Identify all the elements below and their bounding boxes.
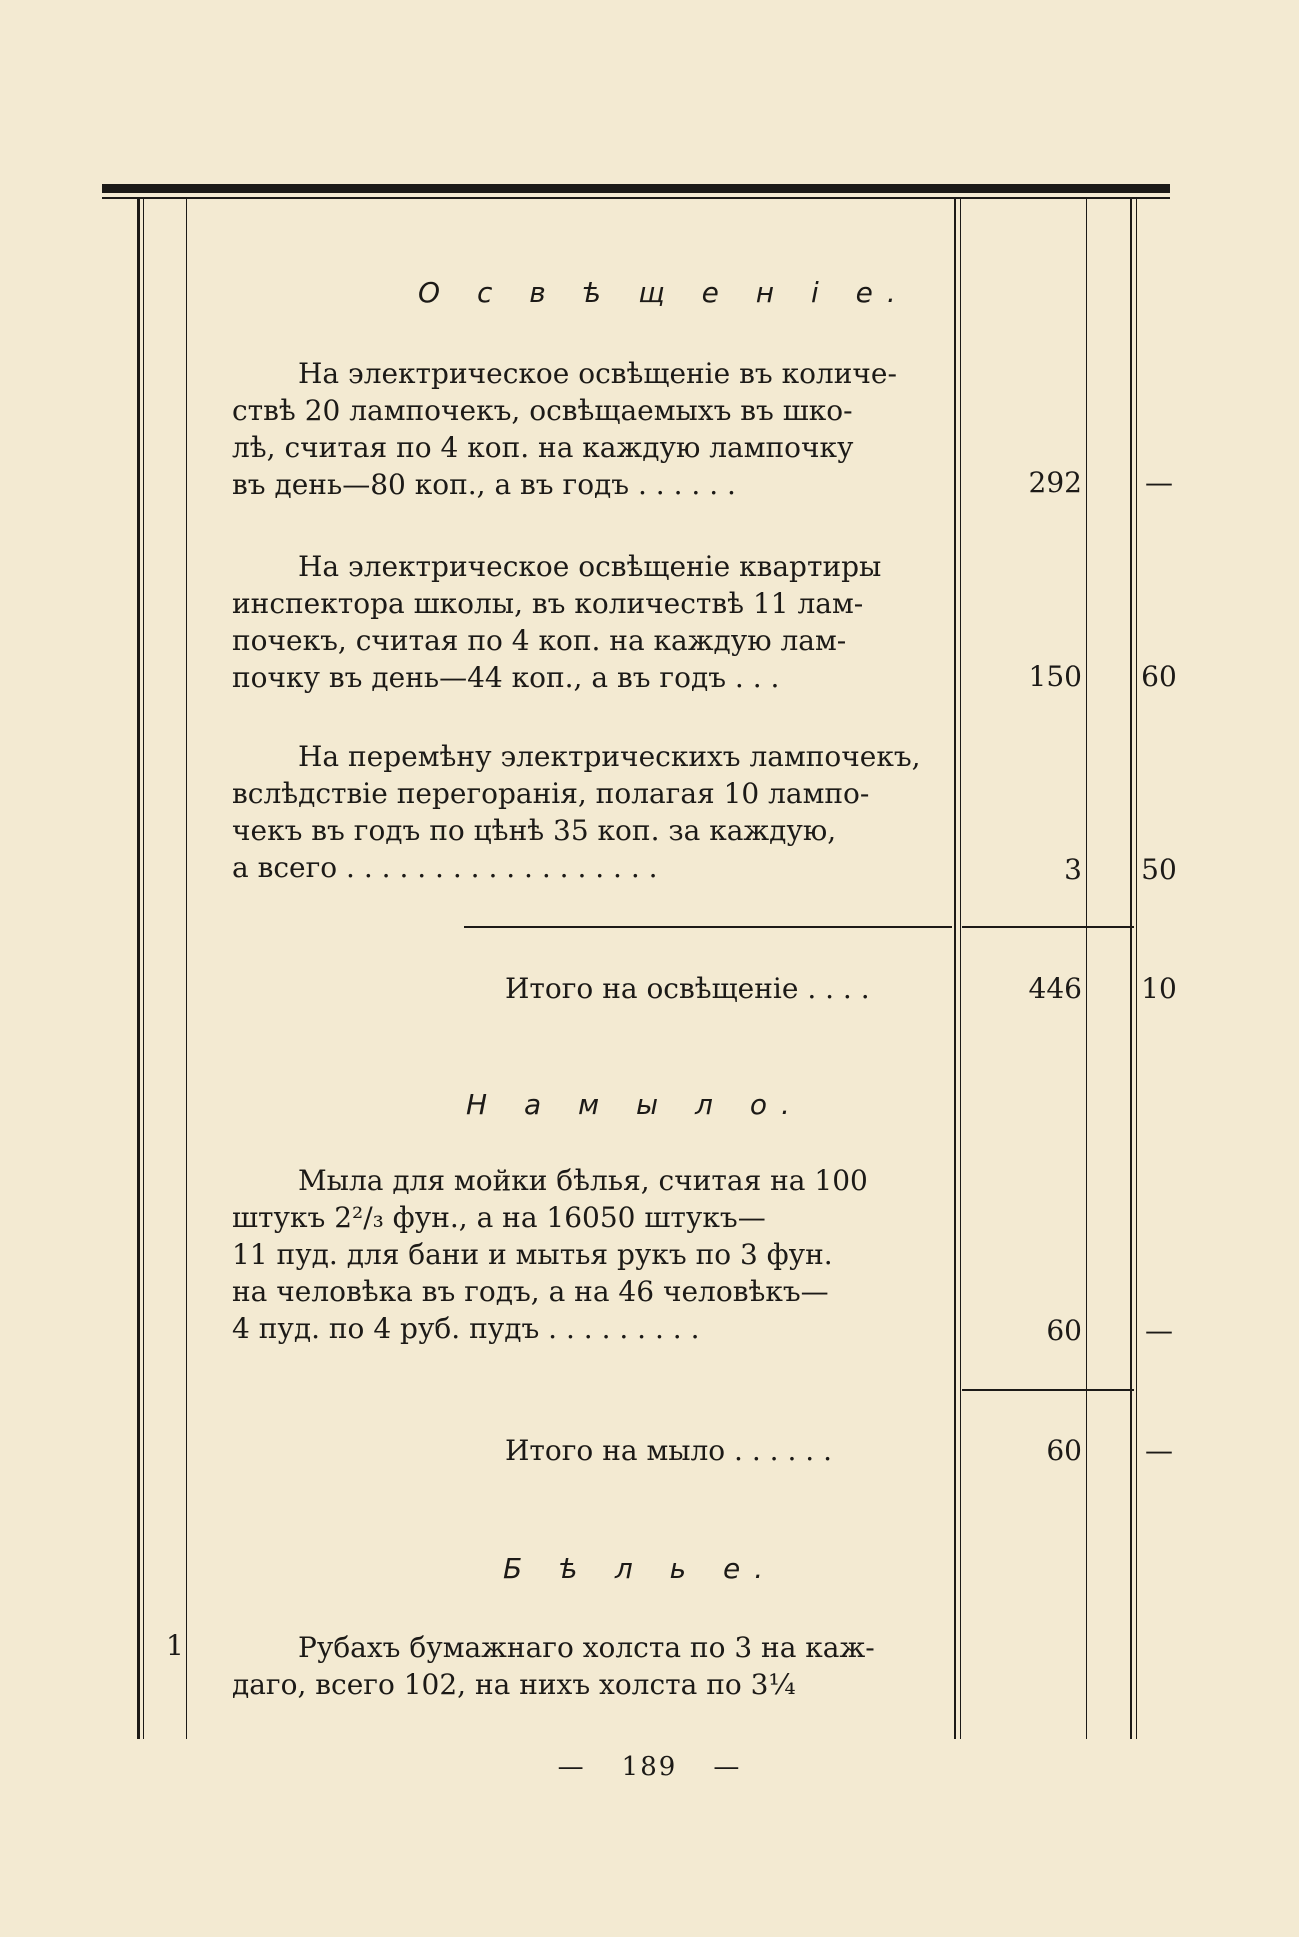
section-heading-linen: Б ѣ л ь е. [503, 1552, 778, 1585]
text-line: почку въ день—44 коп., а въ годъ . . . [232, 661, 780, 694]
column-rule [960, 199, 961, 1739]
lighting-item-1 [232, 355, 932, 503]
soap-item-1 [232, 1162, 932, 1347]
text-line: 11 пуд. для бани и мытья рукъ по 3 фун. [232, 1238, 833, 1271]
soap-total-rubles: 60 [1046, 1434, 1082, 1467]
amount-rubles: 60 [1046, 1314, 1082, 1347]
text-line: Рубахъ бумажнаго холста по 3 на каж- [298, 1631, 875, 1664]
top-rule-thin [102, 197, 1170, 199]
lighting-total-rubles: 446 [1028, 972, 1082, 1005]
amount-kopecks: 50 [1141, 853, 1177, 886]
column-rule [143, 199, 144, 1739]
lighting-total-kopecks: 10 [1141, 972, 1177, 1005]
lighting-item-2 [232, 548, 932, 696]
amount-rubles: 292 [1028, 466, 1082, 499]
soap-total-kopecks: — [1145, 1434, 1173, 1467]
text-line: чекъ въ годъ по цѣнѣ 35 коп. за каждую, [232, 814, 837, 847]
lighting-total-label: Итого на освѣщеніе . . . . [505, 972, 870, 1005]
section-heading-lighting: О с в ѣ щ е н і е. [418, 276, 910, 309]
amount-kopecks: — [1145, 1314, 1173, 1347]
soap-total-label: Итого на мыло . . . . . . [505, 1434, 832, 1467]
text-line: на человѣка въ годъ, а на 46 человѣкъ— [232, 1275, 829, 1308]
linen-item-1 [232, 1629, 932, 1703]
column-rule [186, 199, 187, 1739]
text-line: въ день—80 коп., а въ годъ . . . . . . [232, 468, 736, 501]
folio-dash: — [713, 1752, 742, 1782]
subtotal-rule [962, 926, 1134, 928]
column-rule [1136, 199, 1137, 1739]
text-line: даго, всего 102, на нихъ холста по 3¼ [232, 1668, 796, 1701]
text-line: Мыла для мойки бѣлья, считая на 100 [298, 1164, 868, 1197]
column-rule [137, 199, 140, 1739]
amount-kopecks: — [1145, 466, 1173, 499]
amount-rubles: 150 [1028, 660, 1082, 693]
column-rule [1130, 199, 1132, 1739]
column-rule [1086, 199, 1087, 1739]
row-number: 1 [166, 1629, 184, 1662]
section-heading-soap: Н а м ы л о. [466, 1088, 804, 1121]
subtotal-rule [962, 1389, 1134, 1391]
folio-dash: — [557, 1752, 586, 1782]
text-line: 4 пуд. по 4 руб. пудъ . . . . . . . . . [232, 1312, 700, 1345]
top-rule [102, 184, 1170, 193]
text-line: инспектора школы, въ количествѣ 11 лам- [232, 587, 864, 620]
column-rule [954, 199, 956, 1739]
text-line: На электрическое освѣщеніе въ количе- [298, 357, 897, 390]
lighting-item-3 [232, 738, 932, 886]
subtotal-rule [464, 926, 952, 928]
text-line: На перемѣну электрическихъ лампочекъ, [298, 740, 921, 773]
amount-rubles: 3 [1064, 853, 1082, 886]
amount-kopecks: 60 [1141, 660, 1177, 693]
text-line: а всего . . . . . . . . . . . . . . . . . . [232, 851, 658, 884]
text-line: лѣ, считая по 4 коп. на каждую лампочку [232, 431, 854, 464]
page-folio [0, 1752, 1299, 1782]
page-number: 189 [621, 1752, 678, 1782]
text-line: вслѣдствіе перегоранія, полагая 10 лампо- [232, 777, 870, 810]
text-line: На электрическое освѣщеніе квартиры [298, 550, 882, 583]
text-line: ствѣ 20 лампочекъ, освѣщаемыхъ въ шко- [232, 394, 853, 427]
text-line: штукъ 2²/₃ фун., а на 16050 штукъ— [232, 1201, 766, 1234]
text-line: почекъ, считая по 4 коп. на каждую лам- [232, 624, 847, 657]
